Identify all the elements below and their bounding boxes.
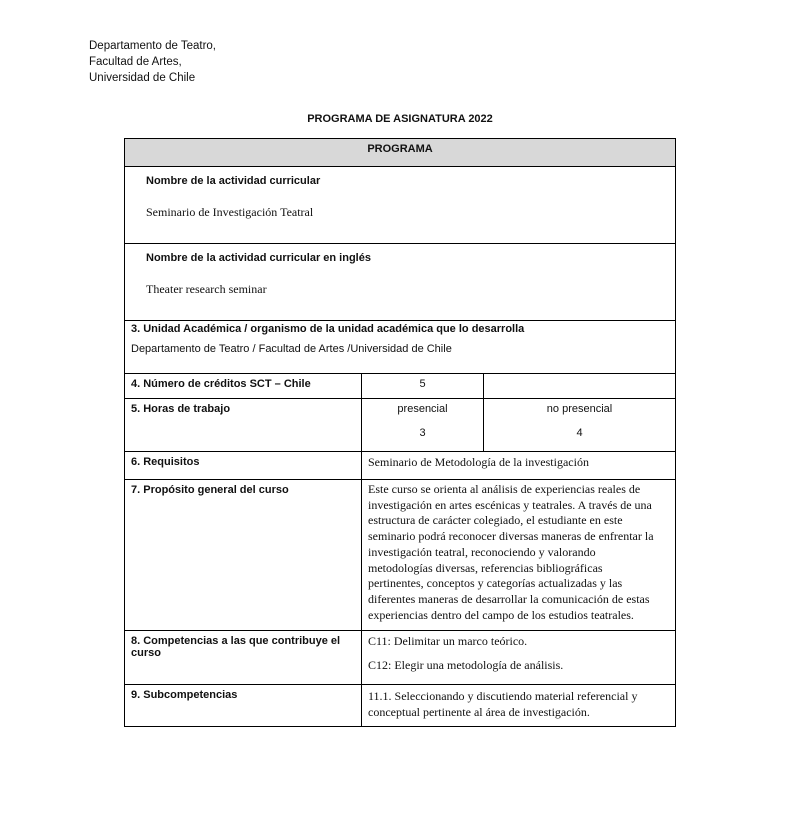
table-row-competencias: [125, 631, 676, 685]
competencia-item: C12: Elegir una metodología de análisis.: [368, 658, 564, 672]
requisitos-label-cell: [125, 452, 362, 480]
proposito-line: seminario podrá reconocer diversas maneras de enfrentar la: [368, 529, 654, 544]
proposito-line: diferentes maneras de desarrollar la comunicación de estas: [368, 591, 650, 606]
table-header-label: PROGRAMA: [367, 143, 433, 155]
table-row-horas: [125, 399, 676, 452]
competencia-item: C11: Delimitar un marco teórico.: [368, 634, 528, 648]
nombre-ingles-value: Theater research seminar: [146, 282, 267, 296]
nombre-ingles-cell: [125, 244, 676, 321]
table-row-nombre: [125, 167, 676, 244]
subcompetencias-label: 9. Subcompetencias: [131, 689, 238, 701]
competencias-label-cell: [125, 631, 362, 685]
table-row-requisitos: [125, 452, 676, 480]
table-row-header: [125, 139, 676, 167]
subcompetencias-label-cell: [125, 685, 362, 727]
proposito-line: investigación en artes escénicas y teatrales. A través de una: [368, 497, 652, 512]
proposito-line: investigación teatral, reconociendo y valorando: [368, 544, 596, 559]
unidad-label: 3. Unidad Académica / organismo de la unidad académica que lo desarrolla: [131, 323, 525, 335]
creditos-value: 5: [419, 378, 426, 390]
proposito-value-cell: [362, 480, 676, 631]
proposito-line: estructura de carácter colegiado, el estudiante en este: [368, 513, 623, 528]
table-row-creditos: [125, 374, 676, 399]
subcompetencia-line: 11.1. Seleccionando y discutiendo material referencial y: [368, 689, 638, 703]
nombre-value: Seminario de Investigación Teatral: [146, 205, 314, 219]
table-header-cell: [125, 139, 676, 167]
nombre-cell: [125, 167, 676, 244]
table-row-nombre-ingles: [125, 244, 676, 321]
nombre-ingles-label: Nombre de la actividad curricular en inglés: [146, 252, 371, 264]
table-row-unidad: [125, 321, 676, 374]
competencias-label: 8. Competencias a las que contribuye el curso: [131, 635, 341, 659]
horas-presencial-label: presencial: [397, 403, 448, 415]
creditos-value-cell: [362, 374, 484, 399]
proposito-text: [362, 480, 675, 623]
requisitos-value-cell: [362, 452, 676, 480]
document-title: PROGRAMA DE ASIGNATURA 2022: [307, 113, 493, 125]
horas-label: 5. Horas de trabajo: [131, 403, 231, 415]
proposito-line: metodologías diversas, referencias bibliográficas: [368, 560, 603, 575]
table-row-subcompetencias: [125, 685, 676, 727]
proposito-line: Este curso se orienta al análisis de experiencias reales de: [368, 482, 641, 496]
subcompetencia-line: conceptual pertinente al área de investigación.: [368, 705, 590, 719]
proposito-label-cell: [125, 480, 362, 631]
horas-presencial-cell: [362, 399, 484, 452]
horas-presencial-value: 3: [419, 427, 426, 439]
requisitos-value: Seminario de Metodología de la investigación: [368, 455, 589, 469]
horas-nopresencial-label: no presencial: [546, 403, 613, 415]
horas-nopresencial-cell: [484, 399, 676, 452]
competencias-value-cell: [362, 631, 676, 685]
creditos-label: 4. Número de créditos SCT – Chile: [131, 378, 311, 390]
program-table: [124, 138, 676, 727]
creditos-label-cell: [125, 374, 362, 399]
subcompetencias-text: [368, 688, 675, 720]
proposito-line: pertinentes, conceptos y categorías actualizadas y las: [368, 576, 623, 591]
proposito-line: experiencias dentro del campo de los estudios teatrales.: [368, 607, 634, 622]
nombre-label: Nombre de la actividad curricular: [146, 175, 321, 187]
creditos-empty-cell: [484, 374, 676, 399]
horas-nopresencial-value: 4: [576, 427, 583, 439]
unidad-cell: [125, 321, 676, 374]
horas-label-cell: [125, 399, 362, 452]
table-row-proposito: [125, 480, 676, 631]
proposito-label: 7. Propósito general del curso: [131, 484, 289, 496]
header-line-faculty: Facultad de Artes,: [89, 56, 182, 68]
header-line-department: Departamento de Teatro,: [89, 40, 217, 52]
requisitos-label: 6. Requisitos: [131, 456, 200, 468]
document-header: [89, 38, 216, 86]
subcompetencias-value-cell: [362, 685, 676, 727]
unidad-value: Departamento de Teatro / Facultad de Artes /Universidad de Chile: [131, 343, 452, 355]
header-line-university: Universidad de Chile: [89, 72, 196, 84]
